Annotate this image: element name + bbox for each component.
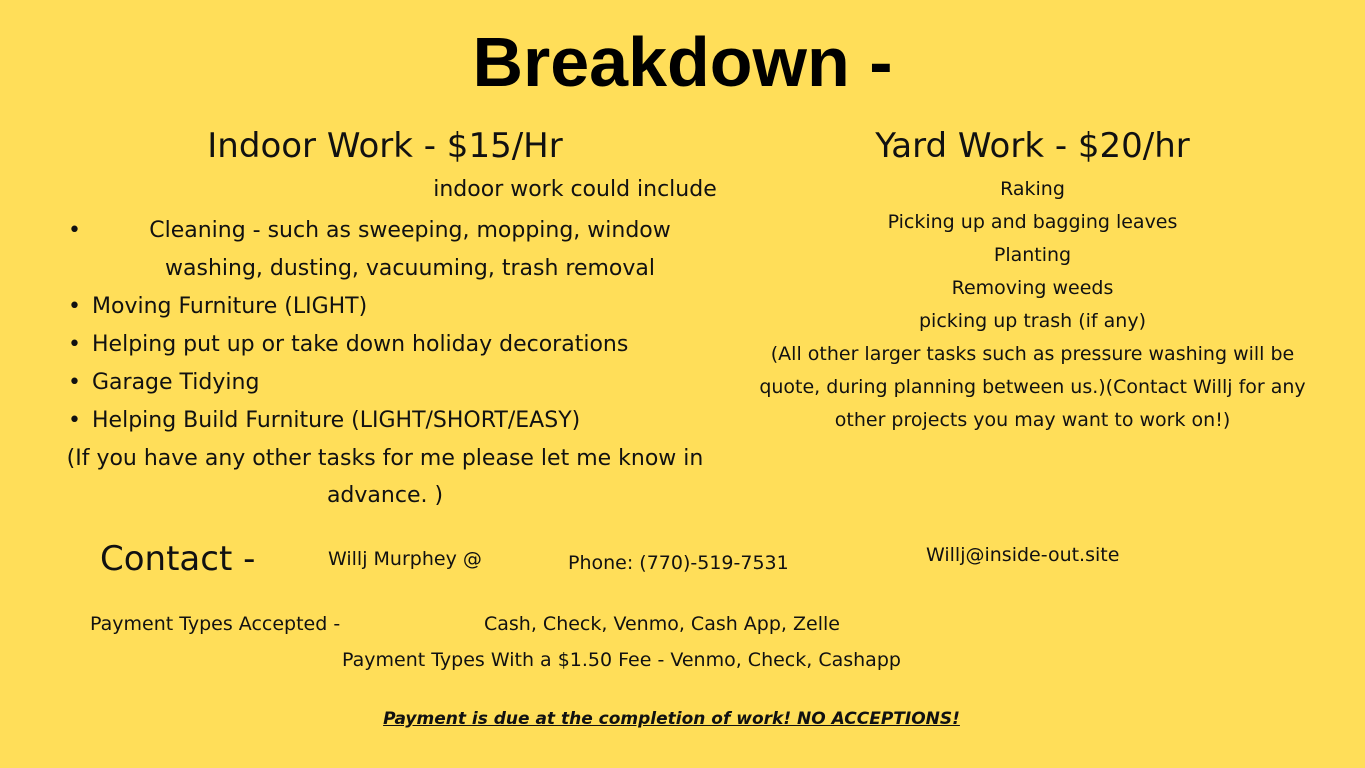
yard-work-heading: Yard Work - $20/hr — [875, 126, 1190, 166]
list-item: Planting — [993, 244, 1072, 266]
payment-types-label: Payment Types Accepted - — [90, 613, 341, 635]
contact-name: Willj Murphey @ — [328, 548, 482, 570]
page-title: Breakdown - — [472, 23, 893, 101]
indoor-note: (If you have any other tasks for me please let me know in advance. ) — [66, 446, 704, 508]
payment-fee-note: Payment Types With a $1.50 Fee - Venmo, Check, Cashapp — [342, 649, 901, 671]
payment-due-notice: Payment is due at the completion of work! NO ACCEPTIONS! — [383, 709, 960, 729]
contact-phone: Phone: (770)-519-7531 — [568, 552, 789, 574]
list-item: • Helping Build Furniture (LIGHT/SHORT/EASY) — [60, 402, 740, 440]
contact-email: Willj@inside-out.site — [926, 544, 1120, 566]
contact-heading: Contact - — [100, 539, 256, 579]
list-item: Removing weeds — [951, 277, 1114, 299]
list-item: • Moving Furniture (LIGHT) — [60, 288, 740, 326]
list-item: • Helping put up or take down holiday decorations — [60, 326, 740, 364]
list-item: Raking — [1000, 178, 1065, 200]
list-item: • Cleaning - such as sweeping, mopping, window washing, dusting, vacuuming, trash removal — [60, 212, 740, 288]
yard-task-list — [755, 173, 1310, 437]
list-item: picking up trash (if any) — [919, 310, 1146, 332]
indoor-intro: indoor work could include — [433, 177, 717, 202]
indoor-work-heading: Indoor Work - $15/Hr — [207, 126, 563, 166]
list-item: • Garage Tidying — [60, 364, 740, 402]
payment-types-value: Cash, Check, Venmo, Cash App, Zelle — [484, 613, 840, 635]
list-item: Picking up and bagging leaves — [887, 211, 1178, 233]
list-item: (All other larger tasks such as pressure washing will be quote, during planning between us.)(Contact Willj for any other projects you may want to work on!) — [759, 343, 1306, 431]
indoor-task-list — [60, 212, 740, 440]
